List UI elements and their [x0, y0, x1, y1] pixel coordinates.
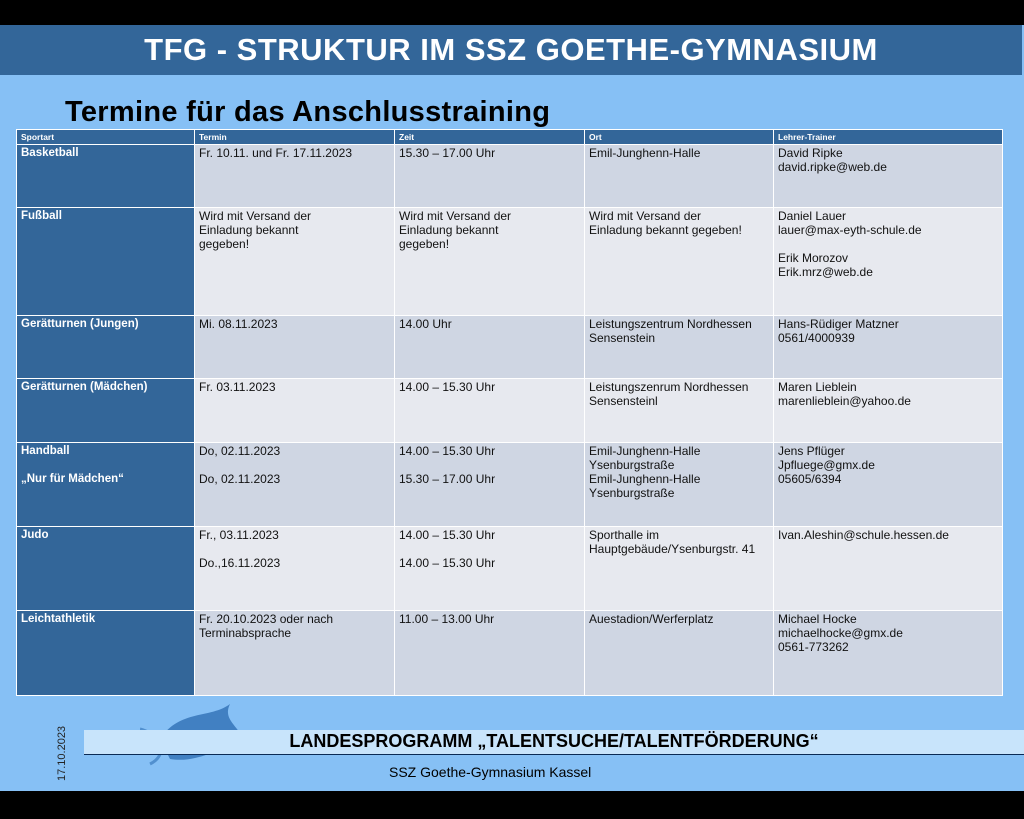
cell-trainer — [774, 443, 1003, 527]
slide-title: TFG - STRUKTUR IM SSZ GOETHE-GYMNASIUM — [0, 25, 1022, 75]
slide — [0, 25, 1024, 791]
cell-line: 11.00 – 13.00 Uhr — [399, 612, 495, 626]
cell-line: Daniel Lauer — [778, 209, 847, 223]
cell-line: Fr. 20.10.2023 oder nach — [199, 612, 334, 626]
cell-line — [199, 542, 390, 556]
cell-line: Wird mit Versand der — [199, 209, 312, 223]
cell-line: „Nur für Mädchen“ — [21, 473, 124, 485]
cell-zeit — [395, 316, 585, 379]
cell-line: gegeben! — [199, 237, 250, 251]
cell-termin — [195, 208, 395, 316]
cell-line: Hauptgebäude/Ysenburgstr. 41 — [589, 542, 756, 556]
footer-program-title: LANDESPROGRAMM „TALENTSUCHE/TALENTFÖRDERUNG“ — [289, 731, 819, 751]
table-row — [17, 145, 1003, 208]
cell-line: Handball — [21, 445, 70, 457]
table-row — [17, 527, 1003, 611]
cell-line: Basketball — [21, 147, 79, 159]
column-header: Termin — [195, 130, 395, 145]
cell-termin — [195, 379, 395, 443]
cell-line: Sensenstein — [589, 331, 656, 345]
cell-line — [399, 458, 580, 472]
cell-termin — [195, 443, 395, 527]
cell-line: Wird mit Versand der — [399, 209, 512, 223]
cell-line: Wird mit Versand der — [589, 209, 702, 223]
cell-line: Emil-Junghenn-Halle — [589, 146, 701, 160]
table-row — [17, 316, 1003, 379]
table-row — [17, 443, 1003, 527]
cell-line: Do, 02.11.2023 — [199, 444, 281, 458]
cell-line: Emil-Junghenn-Halle — [589, 444, 701, 458]
cell-zeit — [395, 145, 585, 208]
cell-line: Ivan.Aleshin@schule.hessen.de — [778, 528, 949, 542]
cell-line — [778, 237, 998, 251]
cell-line: Judo — [21, 529, 49, 541]
table-row — [17, 611, 1003, 696]
cell-zeit — [395, 527, 585, 611]
footer-school-name: SSZ Goethe-Gymnasium Kassel — [389, 764, 592, 780]
cell-ort — [585, 208, 774, 316]
cell-line: 0561-773262 — [778, 640, 849, 654]
cell-ort — [585, 316, 774, 379]
cell-line: michaelhocke@gmx.de — [778, 626, 903, 640]
cell-line: Leistungszentrum Nordhessen — [589, 317, 752, 331]
cell-line: Sensensteinl — [589, 394, 658, 408]
cell-termin — [195, 145, 395, 208]
cell-sport — [17, 379, 195, 443]
cell-line — [21, 458, 190, 472]
cell-line: Hans-Rüdiger Matzner — [778, 317, 899, 331]
cell-line: 05605/6394 — [778, 472, 842, 486]
cell-sport — [17, 208, 195, 316]
column-header: Zeit — [395, 130, 585, 145]
cell-ort — [585, 443, 774, 527]
cell-line: Fußball — [21, 210, 62, 222]
cell-line: marenlieblein@yahoo.de — [778, 394, 911, 408]
cell-termin — [195, 527, 395, 611]
cell-ort — [585, 611, 774, 696]
cell-line: 15.30 – 17.00 Uhr — [399, 146, 496, 160]
cell-line: Einladung bekannt gegeben! — [589, 223, 742, 237]
cell-sport — [17, 443, 195, 527]
cell-trainer — [774, 145, 1003, 208]
cell-line: 15.30 – 17.00 Uhr — [399, 472, 496, 486]
cell-line: Leichtathletik — [21, 613, 96, 625]
cell-line: Terminabsprache — [199, 626, 292, 640]
cell-line: 14.00 Uhr — [399, 317, 452, 331]
cell-line: 14.00 – 15.30 Uhr — [399, 528, 496, 542]
cell-zeit — [395, 208, 585, 316]
cell-line: Erik.mrz@web.de — [778, 265, 873, 279]
schedule-table — [16, 129, 1003, 696]
cell-line — [199, 458, 390, 472]
cell-line: gegeben! — [399, 237, 450, 251]
cell-line — [399, 542, 580, 556]
cell-zeit — [395, 611, 585, 696]
cell-trainer — [774, 316, 1003, 379]
cell-termin — [195, 611, 395, 696]
cell-ort — [585, 145, 774, 208]
cell-sport — [17, 527, 195, 611]
cell-trainer — [774, 379, 1003, 443]
cell-line: Fr. 03.11.2023 — [199, 380, 276, 394]
slide-date: 17.10.2023 — [56, 725, 68, 781]
cell-line: 0561/4000939 — [778, 331, 855, 345]
cell-line: 14.00 – 15.30 Uhr — [399, 556, 496, 570]
cell-line: Fr., 03.11.2023 — [199, 528, 279, 542]
cell-line: Maren Lieblein — [778, 380, 857, 394]
cell-line: Einladung bekannt — [399, 223, 499, 237]
cell-zeit — [395, 443, 585, 527]
cell-line: 14.00 – 15.30 Uhr — [399, 380, 496, 394]
slide-subtitle: Termine für das Anschlusstraining — [65, 96, 551, 128]
cell-line: Einladung bekannt — [199, 223, 299, 237]
cell-line: Do.,16.11.2023 — [199, 556, 281, 570]
table-header-row — [17, 130, 1003, 145]
table-row — [17, 208, 1003, 316]
cell-sport — [17, 316, 195, 379]
cell-trainer — [774, 527, 1003, 611]
cell-ort — [585, 379, 774, 443]
cell-line: Gerätturnen (Mädchen) — [21, 381, 148, 393]
cell-line: lauer@max-eyth-schule.de — [778, 223, 922, 237]
cell-line: Ysenburgstraße — [589, 458, 675, 472]
cell-line: Do, 02.11.2023 — [199, 472, 281, 486]
cell-line: Erik Morozov — [778, 251, 849, 265]
cell-line: Jens Pflüger — [778, 444, 845, 458]
cell-ort — [585, 527, 774, 611]
column-header: Sportart — [17, 130, 195, 145]
cell-line: Mi. 08.11.2023 — [199, 317, 278, 331]
cell-sport — [17, 145, 195, 208]
cell-line: Michael Hocke — [778, 612, 857, 626]
cell-line: david.ripke@web.de — [778, 160, 887, 174]
cell-line: Auestadion/Werferplatz — [589, 612, 714, 626]
table-row — [17, 379, 1003, 443]
cell-line: David Ripke — [778, 146, 843, 160]
cell-line: Emil-Junghenn-Halle — [589, 472, 701, 486]
cell-sport — [17, 611, 195, 696]
cell-termin — [195, 316, 395, 379]
column-header: Lehrer-Trainer — [774, 130, 1003, 145]
cell-line: Fr. 10.11. und Fr. 17.11.2023 — [199, 146, 352, 160]
cell-line: 14.00 – 15.30 Uhr — [399, 444, 496, 458]
cell-zeit — [395, 379, 585, 443]
cell-line: Ysenburgstraße — [589, 486, 675, 500]
column-header: Ort — [585, 130, 774, 145]
cell-trainer — [774, 611, 1003, 696]
cell-line: Gerätturnen (Jungen) — [21, 318, 139, 330]
cell-line: Leistungszenrum Nordhessen — [589, 380, 749, 394]
cell-line: Sporthalle im — [589, 528, 660, 542]
cell-trainer — [774, 208, 1003, 316]
cell-line: Jpfluege@gmx.de — [778, 458, 875, 472]
